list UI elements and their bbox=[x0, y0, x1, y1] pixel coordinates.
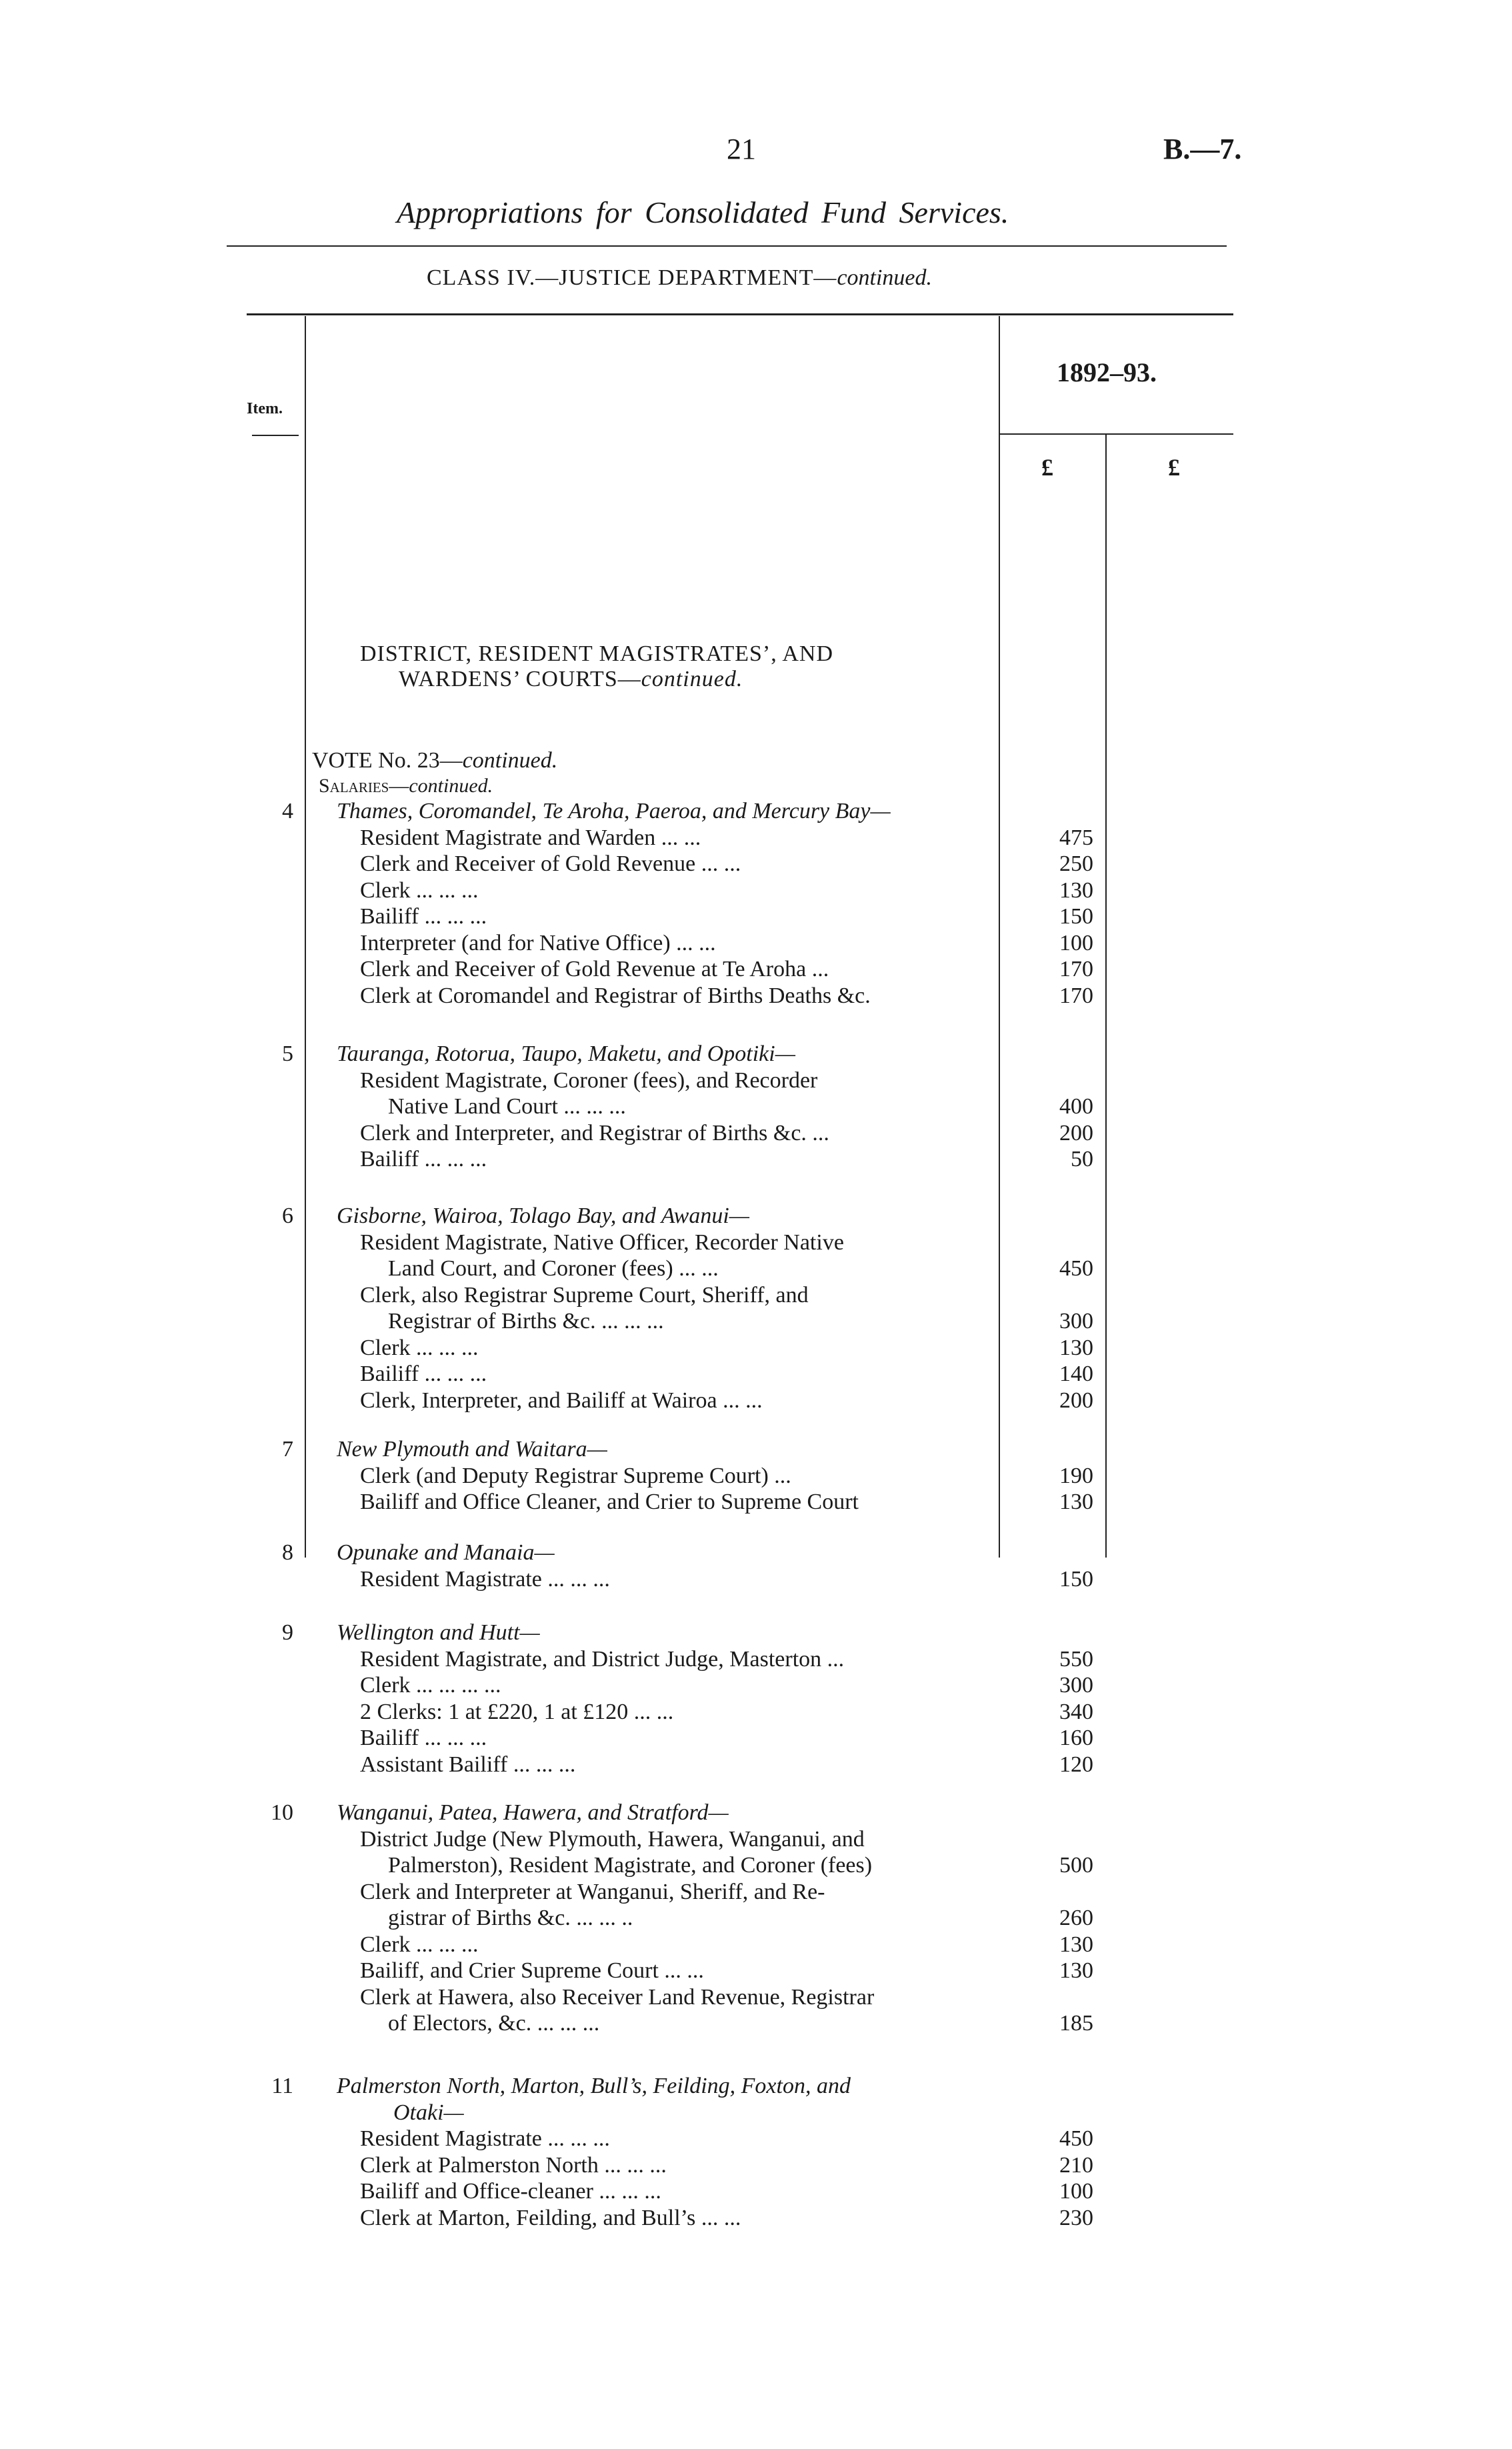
entry-line: Clerk at Hawera, also Receiver Land Revenue, Registrar bbox=[360, 1984, 875, 2010]
entry-amount: 500 bbox=[1059, 1853, 1093, 1878]
entry-line: Registrar of Births &c. ... ... ... bbox=[388, 1309, 664, 1334]
entry-heading: New Plymouth and Waitara— bbox=[337, 1437, 607, 1462]
entry-amount: 340 bbox=[1059, 1699, 1093, 1724]
entry-line: Clerk (and Deputy Registrar Supreme Court) ... bbox=[360, 1463, 791, 1488]
entry-amount: 260 bbox=[1059, 1906, 1093, 1930]
entry-amount: 200 bbox=[1059, 1388, 1093, 1413]
table-top-rule bbox=[247, 313, 1233, 315]
entry-heading: Gisborne, Wairoa, Tolago Bay, and Awanui— bbox=[337, 1203, 750, 1228]
entry-amount: 50 bbox=[1071, 1147, 1093, 1171]
entry-amount: 160 bbox=[1059, 1726, 1093, 1750]
document-reference: B.—7. bbox=[1163, 133, 1242, 165]
entry-heading: Wanganui, Patea, Hawera, and Stratford— bbox=[337, 1800, 729, 1825]
entry-amount: 150 bbox=[1059, 904, 1093, 929]
entry-line: Clerk and Receiver of Gold Revenue at Te Aroha ... bbox=[360, 957, 829, 981]
entry-line: Bailiff and Office-cleaner ... ... ... bbox=[360, 2179, 661, 2204]
item-number: 10 bbox=[271, 1800, 293, 1825]
entry-amount: 185 bbox=[1059, 2011, 1093, 2036]
class-subtitle bbox=[427, 265, 932, 291]
currency-header-1: £ bbox=[1041, 454, 1053, 481]
year-header-rule bbox=[1000, 433, 1233, 435]
entry-line: Bailiff, and Crier Supreme Court ... ... bbox=[360, 1958, 704, 1983]
entry-amount: 130 bbox=[1059, 1335, 1093, 1360]
entry-amount: 210 bbox=[1059, 2152, 1093, 2178]
entry-amount: 130 bbox=[1059, 1958, 1093, 1983]
entry-line: Resident Magistrate ... ... ... bbox=[360, 2126, 610, 2151]
entry-amount: 170 bbox=[1059, 957, 1093, 981]
entry-line: Resident Magistrate, Native Officer, Recorder Native bbox=[360, 1230, 844, 1255]
entry-amount: 250 bbox=[1059, 851, 1093, 876]
salaries-line bbox=[319, 775, 493, 797]
entry-line: Clerk ... ... ... bbox=[360, 877, 479, 903]
item-number: 4 bbox=[282, 799, 293, 823]
entry-line: Clerk, also Registrar Supreme Court, Sheriff, and bbox=[360, 1282, 809, 1308]
entry-line: 2 Clerks: 1 at £220, 1 at £120 ... ... bbox=[360, 1699, 674, 1724]
item-number: 9 bbox=[282, 1620, 293, 1645]
entry-amount: 130 bbox=[1059, 877, 1093, 903]
amount-column-rule-left bbox=[999, 316, 1000, 1558]
page-title: Appropriations for Consolidated Fund Services. bbox=[397, 195, 1009, 229]
title-rule bbox=[227, 245, 1227, 247]
entry-amount: 170 bbox=[1059, 983, 1093, 1008]
entry-heading: Wellington and Hutt— bbox=[337, 1620, 540, 1645]
page-number: 21 bbox=[727, 133, 756, 165]
entry-amount: 450 bbox=[1059, 2126, 1093, 2151]
entry-heading-continued: Otaki— bbox=[393, 2100, 464, 2125]
salaries-line-continued: continued. bbox=[409, 775, 493, 797]
entry-amount: 130 bbox=[1059, 1490, 1093, 1514]
entry-line: Bailiff and Office Cleaner, and Crier to Supreme Court bbox=[360, 1490, 859, 1514]
entry-line: Bailiff ... ... ... bbox=[360, 904, 487, 929]
item-number: 5 bbox=[282, 1041, 293, 1066]
entry-line: Clerk, Interpreter, and Bailiff at Wairoa ... ... bbox=[360, 1388, 763, 1413]
entry-line: Interpreter (and for Native Office) ... ... bbox=[360, 930, 716, 955]
section-heading-text: WARDENS’ COURTS— bbox=[399, 667, 641, 691]
entry-amount: 400 bbox=[1059, 1094, 1093, 1119]
vote-line-text: VOTE No. 23— bbox=[312, 748, 463, 773]
entry-amount: 150 bbox=[1059, 1566, 1093, 1592]
entry-line: Clerk and Receiver of Gold Revenue ... ... bbox=[360, 851, 741, 876]
section-heading-line2 bbox=[399, 667, 743, 692]
vote-line bbox=[312, 748, 557, 773]
item-number: 8 bbox=[282, 1540, 293, 1565]
class-subtitle-continued: continued. bbox=[837, 265, 933, 290]
salaries-line-text: Salaries— bbox=[319, 775, 409, 797]
entry-amount: 230 bbox=[1059, 2205, 1093, 2230]
entry-line: Land Court, and Coroner (fees) ... ... bbox=[388, 1256, 719, 1281]
entry-line: of Electors, &c. ... ... ... bbox=[388, 2011, 600, 2036]
entry-heading: Palmerston North, Marton, Bull’s, Feilding, Foxton, and bbox=[337, 2074, 851, 2098]
entry-amount: 300 bbox=[1059, 1309, 1093, 1334]
entry-amount: 200 bbox=[1059, 1120, 1093, 1145]
entry-line: Bailiff ... ... ... bbox=[360, 1147, 487, 1171]
entry-line: Clerk at Marton, Feilding, and Bull’s ... ... bbox=[360, 2205, 741, 2230]
entry-line: District Judge (New Plymouth, Hawera, Wanganui, and bbox=[360, 1826, 865, 1852]
entry-amount: 450 bbox=[1059, 1256, 1093, 1281]
entry-amount: 550 bbox=[1059, 1646, 1093, 1672]
vote-line-continued: continued. bbox=[462, 748, 558, 773]
entry-heading: Opunake and Manaia— bbox=[337, 1540, 555, 1565]
entry-amount: 100 bbox=[1059, 930, 1093, 955]
class-subtitle-text: CLASS IV.—JUSTICE DEPARTMENT— bbox=[427, 265, 837, 290]
entry-amount: 190 bbox=[1059, 1463, 1093, 1488]
entry-line: Clerk ... ... ... ... bbox=[360, 1673, 501, 1698]
entry-line: Native Land Court ... ... ... bbox=[388, 1094, 626, 1119]
section-heading-line1: DISTRICT, RESIDENT MAGISTRATES’, AND bbox=[360, 641, 834, 666]
entry-line: Palmerston), Resident Magistrate, and Coroner (fees) bbox=[388, 1853, 873, 1878]
entry-line: Clerk at Palmerston North ... ... ... bbox=[360, 2152, 667, 2178]
entry-line: Clerk at Coromandel and Registrar of Births Deaths &c. bbox=[360, 983, 871, 1008]
entry-line: Clerk ... ... ... bbox=[360, 1335, 479, 1360]
entry-line: gistrar of Births &c. ... ... .. bbox=[388, 1906, 633, 1930]
entry-line: Clerk and Interpreter at Wanganui, Sheriff, and Re- bbox=[360, 1879, 825, 1904]
entry-heading: Tauranga, Rotorua, Taupo, Maketu, and Opotiki— bbox=[337, 1041, 795, 1066]
currency-header-2: £ bbox=[1168, 454, 1180, 481]
entry-amount: 300 bbox=[1059, 1673, 1093, 1698]
entry-heading: Thames, Coromandel, Te Aroha, Paeroa, and Mercury Bay— bbox=[337, 799, 891, 823]
section-heading-continued: continued. bbox=[641, 667, 743, 691]
entry-line: Resident Magistrate and Warden ... ... bbox=[360, 825, 701, 850]
entry-line: Bailiff ... ... ... bbox=[360, 1362, 487, 1386]
entry-line: Resident Magistrate ... ... ... bbox=[360, 1566, 610, 1592]
entry-amount: 130 bbox=[1059, 1932, 1093, 1957]
entry-line: Bailiff ... ... ... bbox=[360, 1726, 487, 1750]
entry-amount: 100 bbox=[1059, 2179, 1093, 2204]
amount-column-rule-mid bbox=[1105, 435, 1107, 1558]
year-column-header: 1892–93. bbox=[1057, 357, 1157, 387]
entry-amount: 120 bbox=[1059, 1752, 1093, 1777]
item-header-rule bbox=[252, 435, 299, 436]
item-number: 7 bbox=[282, 1437, 293, 1462]
item-column-rule bbox=[305, 316, 306, 1558]
entry-amount: 475 bbox=[1059, 825, 1093, 850]
entry-line: Assistant Bailiff ... ... ... bbox=[360, 1752, 576, 1777]
item-number: 6 bbox=[282, 1203, 293, 1228]
item-column-header: Item. bbox=[247, 400, 283, 417]
entry-line: Clerk and Interpreter, and Registrar of Births &c. ... bbox=[360, 1120, 829, 1145]
entry-line: Clerk ... ... ... bbox=[360, 1932, 479, 1957]
item-number: 11 bbox=[271, 2074, 293, 2098]
entry-line: Resident Magistrate, and District Judge, Masterton ... bbox=[360, 1646, 845, 1672]
entry-amount: 140 bbox=[1059, 1362, 1093, 1386]
entry-line: Resident Magistrate, Coroner (fees), and Recorder bbox=[360, 1067, 818, 1093]
